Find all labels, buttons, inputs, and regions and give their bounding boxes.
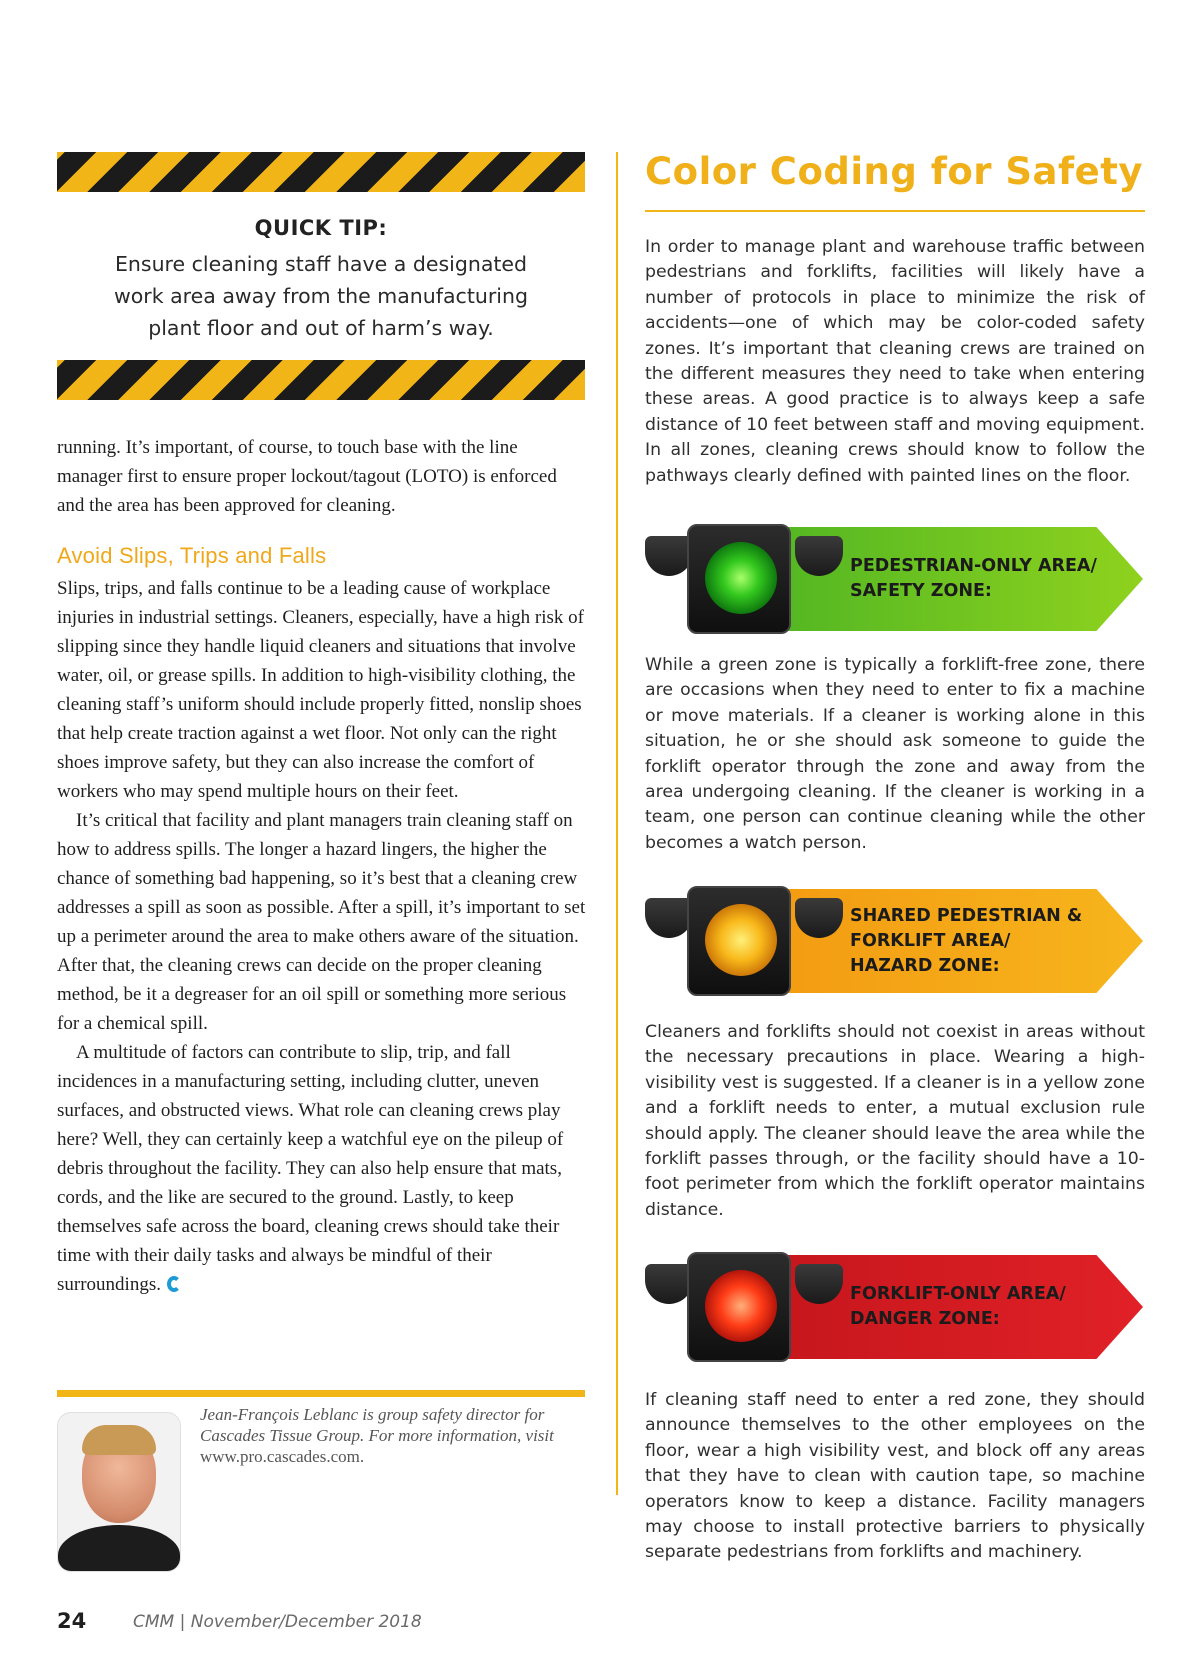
yellow-zone-text: Cleaners and forklifts should not coexist in areas without the necessary precautions in place. Wearing a high-visibility vest is suggested. If a cleaner is in a yellow zone and a forklift needs to enter, a mutual exclusion rule should apply. The cleaner should leave the area while the forklift passes through, or the facility should have a 10-foot perimeter from which the forklift operator maintains distance. [645, 1022, 1146, 1220]
cascades-logo-icon [167, 1276, 181, 1292]
green-zone-text: While a green zone is typically a forklift-free zone, there are occasions when they need to enter to fix a machine or move materials. If a cleaner is working alone in this situation, he or she should ask someone to guide the forklift operator through the zone and away from the area undergoing cleaning. If the cleaner is working in a team, one person can continue cleaning while the other becomes a watch person. [645, 655, 1145, 853]
folio: CMM | November/December 2018 [133, 1612, 422, 1632]
page-number: 24 [57, 1609, 87, 1633]
red-zone-label: FORKLIFT-ONLY AREA/ DANGER ZONE: [850, 1284, 1066, 1329]
body-paragraph: Slips, trips, and falls continue to be a leading cause of workplace injuries in industrial settings. Cleaners, especially, have a high risk of slipping since they handle liquid cleaners and situations that involve water, oil, or grease spills. In addition to high-visibility clothing, the cleaning staff’s uniform should include properly fitted, nonslip shoes that help create traction against a wet floor. Not only can the right shoes improve safety, but they can also increase the comfort of workers who may spend multiple hours on their feet. [57, 578, 584, 802]
yellow-light-icon [705, 904, 777, 976]
author-photo [57, 1412, 181, 1572]
column-divider [616, 152, 618, 1495]
quick-tip-text: Ensure cleaning staff have a designated work area away from the manufacturing plant floor and out of harm’s way. [113, 252, 528, 340]
body-paragraph [57, 1038, 587, 1299]
sidebar-title: Color Coding for Safety [645, 150, 1144, 193]
hazard-stripe-top [57, 152, 585, 192]
yellow-zone-label: SHARED PEDESTRIAN & FORKLIFT AREA/ HAZARD ZONE: [850, 905, 1083, 976]
body-paragraph-text: A multitude of factors can contribute to slip, trip, and fall incidences in a manufacturing setting, including clutter, uneven surfaces, and obstructed views. What role can cleaning crews play here? Well, they can certainly keep a watchful eye on the pileup of debris throughout the facility. They can also help ensure that mats, cords, and the like are secured to the ground. Lastly, to keep themselves safe across the board, cleaning crews should take their time with their daily tasks and always be mindful of their surroundings. [57, 1042, 564, 1295]
red-light-icon [705, 1270, 777, 1342]
title-underline [645, 210, 1145, 212]
body-paragraph: It’s critical that facility and plant managers train cleaning staff on how to address spills. The longer a hazard lingers, the higher the chance of something bad happening, so it’s best that a cleaning crew addresses a spill as soon as possible. After a spill, it’s important to set up a perimeter around the area to make others aware of the situation. After that, the cleaning crews can decide on the proper cleaning method, be it a degreaser for an oil spill or something more serious for a chemical spill. [57, 810, 586, 1034]
quick-tip-title: QUICK TIP: [254, 216, 388, 240]
hazard-stripe-bottom [57, 360, 585, 400]
author-bio [200, 1404, 580, 1467]
section-heading: Avoid Slips, Trips and Falls [57, 543, 327, 568]
left-intro-paragraph: running. It’s important, of course, to touch base with the line manager first to ensure proper lockout/tagout (LOTO) is enforced and the area has been approved for cleaning. [57, 437, 557, 516]
green-zone-banner [645, 524, 1143, 634]
sidebar-intro: In order to manage plant and warehouse traffic between pedestrians and forklifts, facilities will likely have a number of protocols in place to minimize the risk of accidents—one of which may be color-coded safety zones. It’s important that cleaning crews are trained on the different measures they need to take when entering these areas. A good practice is to always keep a safe distance of 10 feet between staff and moving equipment. In all zones, cleaning crews should know to follow the pathways clearly defined with painted lines on the floor. [645, 237, 1145, 486]
bio-divider [57, 1390, 585, 1397]
red-zone-text: If cleaning staff need to enter a red zone, they should announce themselves to the other employees on the floor, wear a high visibility vest, and block off any areas that they have to clean with caution tape, so machine operators know to keep a distance. Facility managers may choose to install protective barriers to physically separate pedestrians from forklifts and machinery. [645, 1390, 1145, 1563]
author-bio-url: www.pro.cascades.com. [200, 1447, 365, 1466]
author-bio-text: Jean-François Leblanc is group safety director for Cascades Tissue Group. For more information, visit [200, 1405, 554, 1445]
yellow-zone-banner [645, 886, 1143, 996]
left-body [57, 574, 587, 1299]
red-zone-banner [645, 1252, 1143, 1362]
green-zone-label: PEDESTRIAN-ONLY AREA/ SAFETY ZONE: [850, 556, 1097, 601]
green-light-icon [705, 542, 777, 614]
